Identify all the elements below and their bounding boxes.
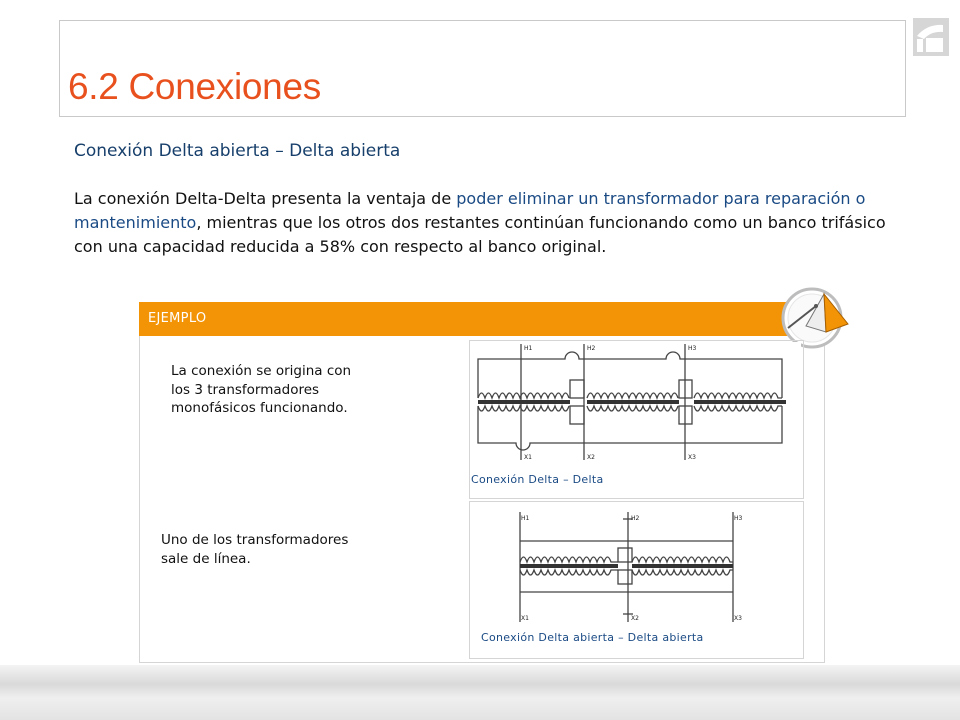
diag2-label-x3: X3 (734, 615, 742, 622)
page-title: 6.2 Conexiones (68, 66, 321, 107)
para-highlight-1: poder eliminar un transformador para (456, 189, 760, 208)
para-text-1: La conexión Delta-Delta presenta la ventaja de (74, 189, 457, 208)
example-header-bar (139, 302, 825, 336)
para-text-2: , mientras que los otros dos restantes continúan funcionando como un banco trifásico con una capacidad reducida a 58% con respecto al banco original. (74, 213, 886, 256)
diag2-label-x1: X1 (521, 615, 529, 622)
diagram-caption-2: Conexión Delta abierta – Delta abierta (481, 631, 704, 644)
delta-delta-diagram (472, 342, 801, 468)
intro-paragraph (74, 187, 894, 259)
diag2-label-x2: X2 (631, 615, 639, 622)
diag2-label-h2: H2 (631, 515, 640, 522)
para-highlight-2: reparación o mantenimiento (74, 189, 866, 232)
diag1-label-x3: X3 (688, 454, 696, 461)
diag1-label-h2: H2 (587, 345, 596, 352)
footer-bar (0, 665, 960, 720)
diag2-label-h3: H3 (734, 515, 743, 522)
diag1-label-x2: X2 (587, 454, 595, 461)
diag1-label-x1: X1 (524, 454, 532, 461)
example-text-1: La conexión se origina con los 3 transformadores monofásicos funcionando. (171, 363, 352, 416)
diag1-label-h3: H3 (688, 345, 697, 352)
home-arrow-icon[interactable] (913, 18, 949, 56)
diagram-caption-1: Conexión Delta – Delta (471, 473, 604, 486)
section-subtitle: Conexión Delta abierta – Delta abierta (74, 141, 401, 161)
example-label: EJEMPLO (148, 311, 207, 326)
diag2-label-h1: H1 (521, 515, 530, 522)
diag1-label-h1: H1 (524, 345, 533, 352)
open-delta-diagram (502, 506, 799, 627)
example-text-2: Uno de los transformadores sale de línea. (161, 532, 349, 567)
